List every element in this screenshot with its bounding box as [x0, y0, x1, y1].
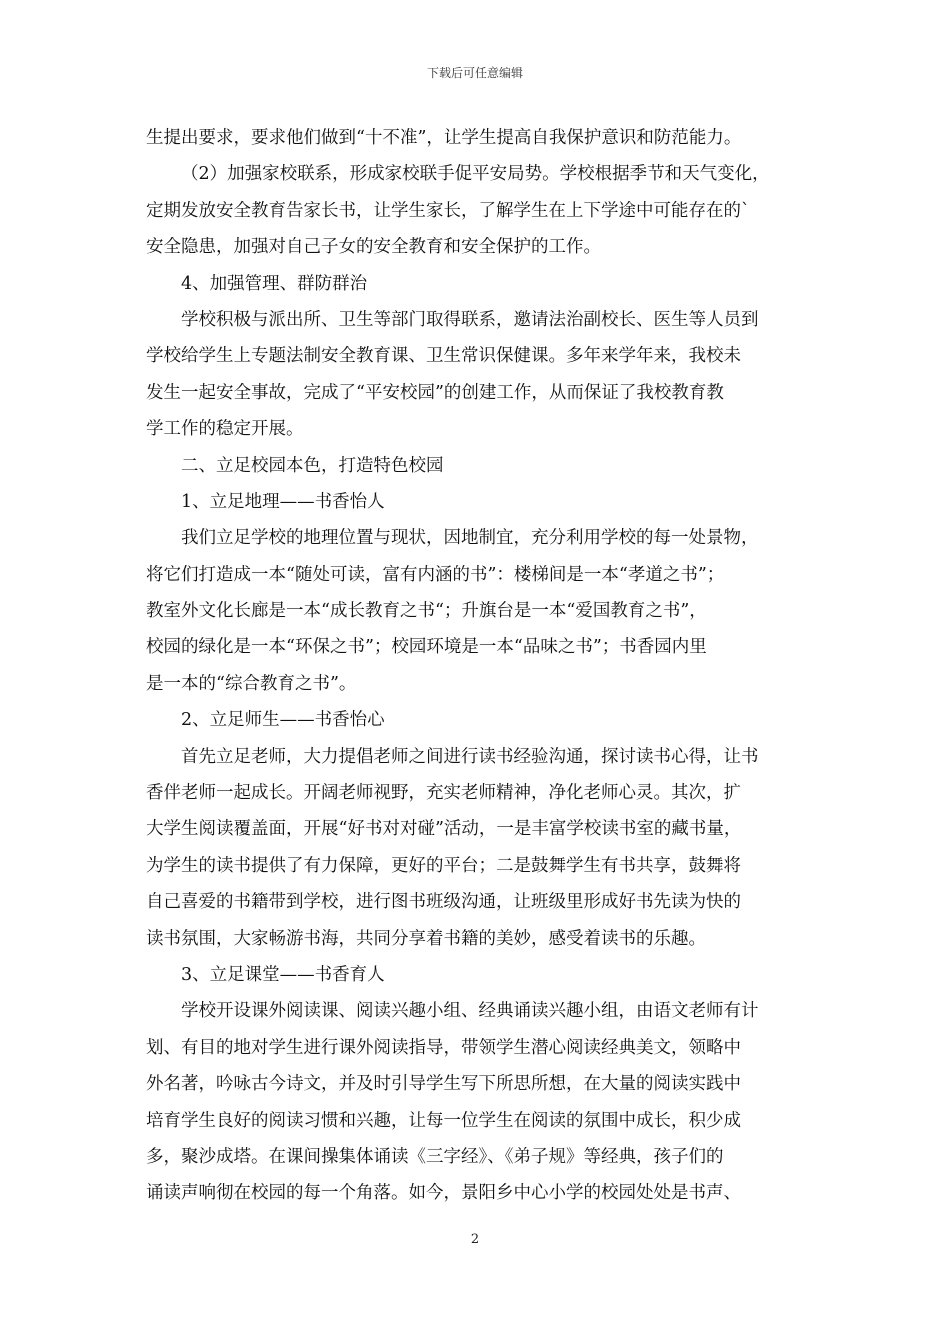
text-line: 学校积极与派出所、卫生等部门取得联系，邀请法治副校长、医生等人员到	[181, 309, 759, 330]
text-line: 教室外文化长廊是一本“成长教育之书“；升旗台是一本“爱国教育之书”，	[146, 601, 707, 622]
text-line: 生提出要求，要求他们做到“十不准”，让学生提高自我保护意识和防范能力。	[146, 128, 742, 148]
text-line: 校园的绿化是一本“环保之书”；校园环境是一本“品味之书”；书香园内里	[146, 637, 707, 658]
text-line: 1、立足地理——书香怡人	[181, 491, 385, 512]
text-line: 4、加强管理、群防群治	[181, 273, 368, 294]
text-line: 为学生的读书提供了有力保障，更好的平台；二是鼓舞学生有书共享，鼓舞将	[146, 855, 741, 876]
text-line: （2）加强家校联系，形成家校联手促平安局势。学校根据季节和天气变化，	[181, 164, 770, 185]
text-line: 多，聚沙成塔。在课间操集体诵读《三字经》、《弟子规》等经典，孩子们的	[146, 1146, 724, 1167]
text-line: 是一本的“综合教育之书”。	[146, 673, 357, 694]
page-header: 下载后可任意编辑	[426, 66, 523, 80]
text-line: 二、立足校园本色，打造特色校园	[181, 455, 444, 476]
document-body	[146, 120, 818, 1212]
text-line: 划、有目的地对学生进行课外阅读指导，带领学生潜心阅读经典美文，领略中	[146, 1037, 741, 1058]
text-line: 学校开设课外阅读课、阅读兴趣小组、经典诵读兴趣小组，由语文老师有计	[181, 1001, 759, 1022]
text-line: 诵读声响彻在校园的每一个角落。如今，景阳乡中心小学的校园处处是书声、	[146, 1183, 741, 1204]
text-line: 大学生阅读覆盖面，开展“好书对对碰”活动，一是丰富学校读书室的藏书量，	[146, 819, 742, 840]
text-line: 发生一起安全事故，完成了“平安校园”的创建工作，从而保证了我校教育教	[146, 382, 724, 403]
text-line: 学校给学生上专题法制安全教育课、卫生常识保健课。多年来学年来，我校未	[146, 346, 741, 367]
text-line: 安全隐患，加强对自己子女的安全教育和安全保护的工作。	[146, 237, 601, 258]
text-line: 我们立足学校的地理位置与现状，因地制宜，充分利用学校的每一处景物，	[181, 528, 759, 549]
text-line: 读书氛围，大家畅游书海，共同分享着书籍的美妙，感受着读书的乐趣。	[146, 928, 706, 949]
page-number: 2	[470, 1232, 480, 1247]
text-line: 3、立足课堂——书香育人	[181, 964, 385, 985]
text-line: 外名著，吟咏古今诗文，并及时引导学生写下所思所想，在大量的阅读实践中	[146, 1074, 741, 1095]
text-line: 定期发放安全教育告家长书，让学生家长，了解学生在上下学途中可能存在的`	[146, 200, 750, 221]
text-line: 2、立足师生——书香怡心	[181, 710, 385, 731]
text-line: 首先立足老师，大力提倡老师之间进行读书经验沟通，探讨读书心得，让书	[181, 746, 759, 767]
text-line: 自己喜爱的书籍带到学校，进行图书班级沟通，让班级里形成好书先读为快的	[146, 892, 741, 913]
text-line: 将它们打造成一本“随处可读，富有内涵的书”：楼梯间是一本“孝道之书”；	[146, 564, 725, 585]
text-line: 培育学生良好的阅读习惯和兴趣，让每一位学生在阅读的氛围中成长，积少成	[146, 1110, 741, 1131]
text-line: 学工作的稳定开展。	[146, 419, 304, 440]
text-line: 香伴老师一起成长。开阔老师视野，充实老师精神，净化老师心灵。其次，扩	[146, 783, 741, 804]
